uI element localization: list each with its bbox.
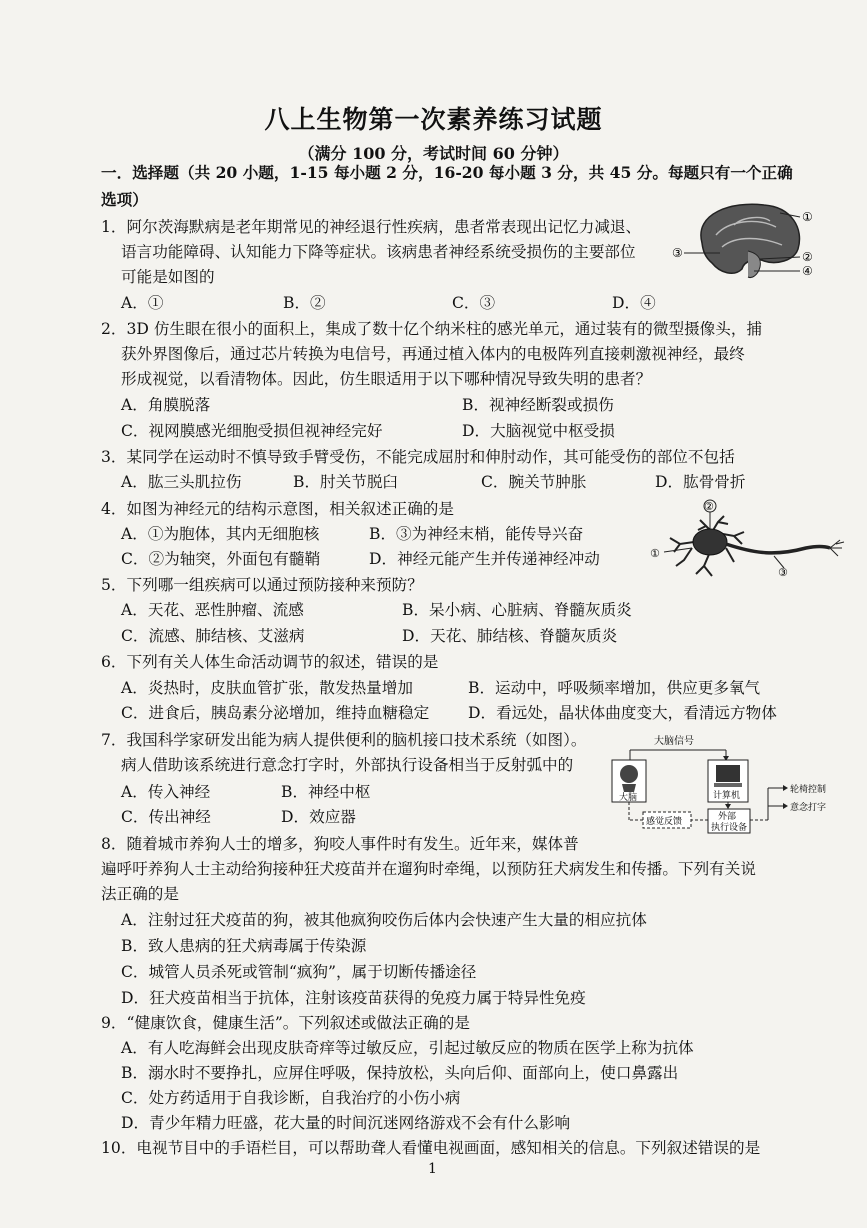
q5-option-c: C．流感、肺结核、艾滋病 xyxy=(121,627,305,645)
bci-wheelchair-label: 轮椅控制 xyxy=(790,785,827,795)
q8-stem-line3: 法正确的是 xyxy=(101,885,179,903)
q7-option-d: D．效应器 xyxy=(281,808,356,826)
bci-device-label-2: 执行设备 xyxy=(711,823,748,833)
brain-label-3: ③ xyxy=(672,246,683,260)
q8-option-a: A．注射过狂犬疫苗的狗，被其他疯狗咬伤后体内会快速产生大量的相应抗体 xyxy=(121,911,647,929)
neuron-axon xyxy=(726,544,830,553)
q6-option-b: B．运动中，呼吸频率增加，供应更多氧气 xyxy=(468,679,761,697)
q2-stem-line3: 形成视觉，以看清物体。因此，仿生眼适用于以下哪种情况导致失明的患者？ xyxy=(121,370,652,388)
neuron-label-2: ② xyxy=(704,500,714,513)
q2-option-c: C．视网膜感光细胞受损但视神经完好 xyxy=(121,422,383,440)
q5-stem-line1: 5．下列哪一组疾病可以通过预防接种来预防？ xyxy=(101,576,423,594)
q4-option-c: C．②为轴突，外面包有髓鞘 xyxy=(121,550,321,568)
q4-option-d: D．神经元能产生并传递神经冲动 xyxy=(369,550,600,568)
q10-stem-line1: 10．电视节目中的手语栏目，可以帮助聋人看懂电视画面，感知相关的信息。下列叙述错误的是 xyxy=(101,1139,761,1157)
neuron-label-1: ① xyxy=(650,547,660,560)
q4-stem-line1: 4．如图为神经元的结构示意图，相关叙述正确的是 xyxy=(101,500,454,518)
bci-figure xyxy=(610,732,835,834)
bci-device-label-1: 外部 xyxy=(718,812,737,822)
q7-option-b: B．神经中枢 xyxy=(281,783,371,801)
q5-option-d: D．天花、肺结核、脊髓灰质炎 xyxy=(402,627,618,645)
page-number: 1 xyxy=(428,1161,437,1177)
q1-stem-line1: 1．阿尔茨海默病是老年期常见的神经退行性疾病，患者常表现出记忆力减退、 xyxy=(101,218,642,236)
q6-option-d: D．看远处，晶状体曲度变大，看清远方物体 xyxy=(468,704,777,722)
q6-option-a: A．炎热时，皮肤血管扩张，散发热量增加 xyxy=(121,679,413,697)
q7-stem-line1: 7．我国科学家研发出能为病人提供便利的脑机接口技术系统（如图）。 xyxy=(101,731,587,749)
page-title: 八上生物第一次素养练习试题 xyxy=(264,105,603,134)
q7-option-c: C．传出神经 xyxy=(121,808,211,826)
q9-option-b: B．溺水时不要挣扎，应屏住呼吸，保持放松，头向后仰、面部向上，使口鼻露出 xyxy=(121,1064,679,1082)
q1-stem-line3: 可能是如图的 xyxy=(121,268,215,286)
q2-option-d: D．大脑视觉中枢受损 xyxy=(462,422,615,440)
brain-label-4: ④ xyxy=(802,264,813,278)
q6-option-c: C．进食后，胰岛素分泌增加，维持血糖稳定 xyxy=(121,704,430,722)
neuron-cell-body xyxy=(693,529,727,555)
q9-stem-line1: 9．“健康饮食，健康生活”。下列叙述或做法正确的是 xyxy=(101,1014,470,1032)
q6-stem-line1: 6．下列有关人体生命活动调节的叙述，错误的是 xyxy=(101,653,439,671)
q3-option-a: A．肱三头肌拉伤 xyxy=(121,473,242,491)
q3-stem-line1: 3．某同学在运动时不慎导致手臂受伤，不能完成屈肘和伸肘动作，其可能受伤的部位不包括 xyxy=(101,448,735,466)
q7-option-a: A．传入神经 xyxy=(121,783,211,801)
bci-brain-label: 大脑 xyxy=(619,793,638,803)
brain-label-1: ① xyxy=(802,210,813,224)
q9-option-a: A．有人吃海鲜会出现皮肤奇痒等过敏反应，引起过敏反应的物质在医学上称为抗体 xyxy=(121,1039,694,1057)
bci-computer-label: 计算机 xyxy=(713,791,741,801)
q5-option-a: A．天花、恶性肿瘤、流感 xyxy=(121,601,304,619)
q2-stem-line1: 2．3D 仿生眼在很小的面积上，集成了数十亿个纳米柱的感光单元，通过装有的微型摄像头，捕 xyxy=(101,320,763,338)
bci-typing-label: 意念打字 xyxy=(790,803,827,813)
q2-stem-line2: 获外界图像后，通过芯片转换为电信号，再通过植入体内的电极阵列直接刺激视神经，最终 xyxy=(121,345,745,363)
q1-option-d: D．④ xyxy=(612,294,656,312)
brain-label-2: ② xyxy=(802,250,813,264)
q1-option-b: B．② xyxy=(283,294,326,312)
neuron-terminals xyxy=(830,540,844,556)
q9-option-d: D．青少年精力旺盛，花大量的时间沉迷网络游戏不会有什么影响 xyxy=(121,1114,571,1132)
q3-option-b: B．肘关节脱臼 xyxy=(293,473,399,491)
page-subtitle: （满分 100 分，考试时间 60 分钟） xyxy=(298,144,569,163)
q8-stem-line1: 8．随着城市养狗人士的增多，狗咬人事件时有发生。近年来，媒体普 xyxy=(101,835,579,853)
brain-figure xyxy=(672,195,822,283)
section-heading-line1: 一．选择题（共 20 小题，1-15 每小题 2 分，16-20 每小题 3 分，共 45 分。每题只有一个正确 xyxy=(101,163,793,182)
q2-option-a: A．角膜脱落 xyxy=(121,396,211,414)
q3-option-d: D．肱骨骨折 xyxy=(655,473,746,491)
q8-option-c: C．城管人员杀死或管制“疯狗”，属于切断传播途径 xyxy=(121,963,477,981)
q1-option-c: C．③ xyxy=(452,294,496,312)
q3-option-c: C．腕关节肿胀 xyxy=(481,473,587,491)
bci-signal-label: 大脑信号 xyxy=(654,736,694,747)
q4-option-b: B．③为神经末梢，能传导兴奋 xyxy=(369,525,584,543)
neuron-figure xyxy=(646,496,846,586)
q8-stem-line2: 遍呼吁养狗人士主动给狗接种狂犬疫苗并在遛狗时牵绳，以预防狂犬病发生和传播。下列有关说 xyxy=(101,860,756,878)
section-heading-line2: 选项） xyxy=(101,190,148,209)
q9-option-c: C．处方药适用于自我诊断，自我治疗的小伤小病 xyxy=(121,1089,461,1107)
q1-option-a: A．① xyxy=(121,294,164,312)
q7-stem-line2: 病人借助该系统进行意念打字时，外部执行设备相当于反射弧中的 xyxy=(121,756,574,774)
q1-stem-line2: 语言功能障碍、认知能力下降等症状。该病患者神经系统受损伤的主要部位 xyxy=(121,243,636,261)
q2-option-b: B．视神经断裂或损伤 xyxy=(462,396,614,414)
q8-option-d: D．狂犬疫苗相当于抗体，注射该疫苗获得的免疫力属于特异性免疫 xyxy=(121,989,586,1007)
neuron-label-3: ③ xyxy=(778,566,788,579)
bci-feedback-label: 感觉反馈 xyxy=(646,817,683,827)
q4-option-a: A．①为胞体，其内无细胞核 xyxy=(121,525,320,543)
q8-option-b: B．致人患病的狂犬病毒属于传染源 xyxy=(121,937,367,955)
q5-option-b: B．呆小病、心脏病、脊髓灰质炎 xyxy=(402,601,632,619)
